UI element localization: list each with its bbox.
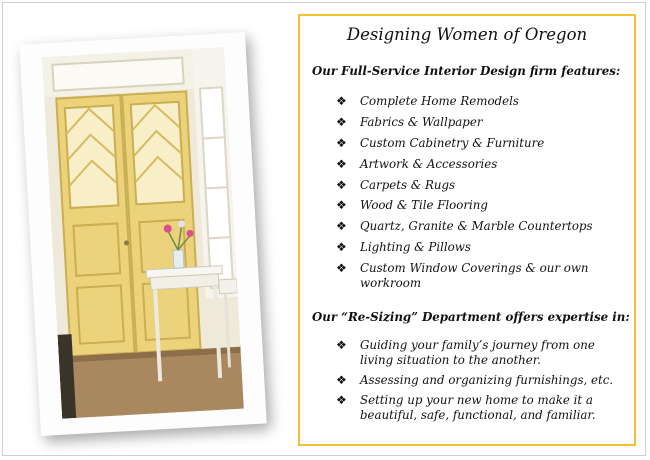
list-item-text: Custom Window Coverings & our own workroom <box>360 261 589 291</box>
list-item <box>336 219 626 234</box>
list-item-text: Guiding your family’s journey from one living situation to the another. <box>360 338 595 367</box>
features-heading: Our Full-Service Interior Design firm features: <box>312 64 621 78</box>
list-item-text: Fabrics & Wallpaper <box>360 114 483 129</box>
list-item-text: Custom Cabinetry & Furniture <box>360 135 545 150</box>
page-title: Designing Women of Oregon <box>346 25 588 44</box>
list-item-text: Wood & Tile Flooring <box>360 198 488 213</box>
list-item-text: Quartz, Granite & Marble Countertops <box>360 219 593 234</box>
resizing-heading: Our “Re-Sizing” Department offers expertise in: <box>312 310 630 324</box>
list-item <box>336 373 626 388</box>
list-item-text: Setting up your new home to make it a beautiful, safe, functional, and familiar. <box>360 393 596 422</box>
diamond-bullet-icon: ❖ <box>336 373 347 387</box>
diamond-bullet-icon: ❖ <box>336 177 347 192</box>
list-item-text: Artwork & Accessories <box>360 156 498 171</box>
info-panel <box>298 14 636 446</box>
list-item <box>336 393 626 423</box>
diamond-bullet-icon: ❖ <box>336 135 347 150</box>
diamond-bullet-icon: ❖ <box>336 156 347 171</box>
list-item <box>336 178 626 193</box>
diamond-bullet-icon: ❖ <box>336 338 347 352</box>
diamond-bullet-icon: ❖ <box>336 261 347 276</box>
diamond-bullet-icon: ❖ <box>336 393 347 407</box>
list-item <box>336 198 626 213</box>
photo-card <box>19 32 267 436</box>
diamond-bullet-icon: ❖ <box>336 240 347 255</box>
doors-illustration <box>42 47 244 419</box>
list-item <box>336 261 626 291</box>
list-item <box>336 338 626 368</box>
diamond-bullet-icon: ❖ <box>336 198 347 213</box>
list-item-text: Complete Home Remodels <box>360 94 519 108</box>
resizing-list <box>336 338 626 428</box>
features-list <box>336 94 626 297</box>
list-item-text: Assessing and organizing furnishings, etc. <box>360 373 614 387</box>
yellow-french-doors-photo <box>42 47 244 419</box>
diamond-bullet-icon: ❖ <box>336 94 347 108</box>
list-item-text: Lighting & Pillows <box>360 240 471 255</box>
list-item <box>336 240 626 255</box>
list-item <box>336 136 626 151</box>
diamond-bullet-icon: ❖ <box>336 219 347 234</box>
list-item <box>336 115 626 130</box>
list-item-text: Carpets & Rugs <box>360 177 456 192</box>
list-item <box>336 157 626 172</box>
diamond-bullet-icon: ❖ <box>336 114 347 129</box>
list-item <box>336 94 626 109</box>
